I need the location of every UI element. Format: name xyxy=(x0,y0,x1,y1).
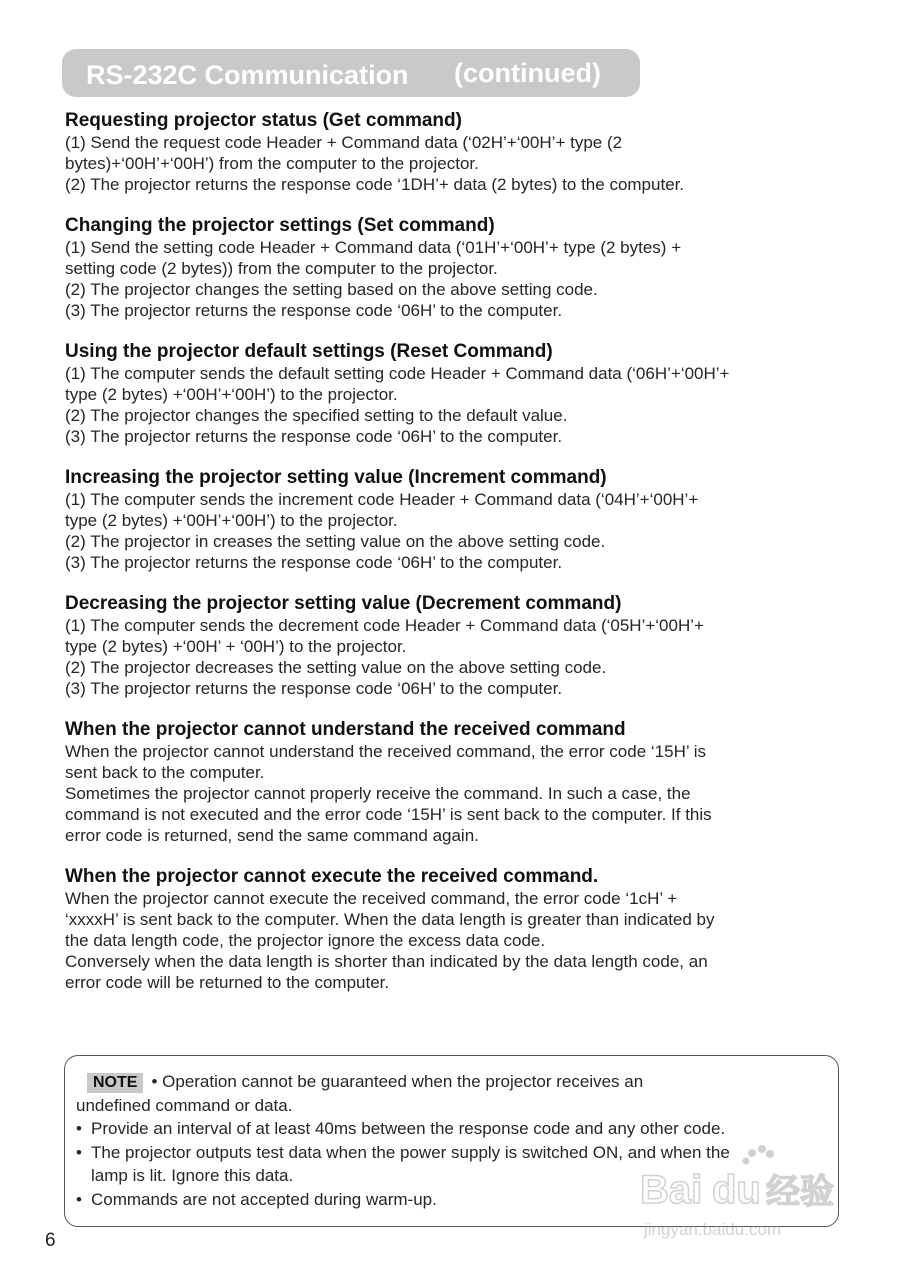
section-line: type (2 bytes) +‘00H’+‘00H’) to the projector. xyxy=(65,385,398,404)
section-line: (2) The projector in creases the setting value on the above setting code. xyxy=(65,532,606,551)
section-reset-command xyxy=(65,341,835,447)
note-first-item xyxy=(76,1070,831,1094)
section-line: (2) The projector changes the setting based on the above setting code. xyxy=(65,280,598,299)
section-line: Conversely when the data length is shorter than indicated by the data length code, an xyxy=(65,952,708,971)
note-text: The projector outputs test data when the power supply is switched ON, and when the xyxy=(91,1142,730,1162)
section-line: (2) The projector returns the response code ‘1DH’+ data (2 bytes) to the computer. xyxy=(65,175,685,194)
watermark-url: jingyan.baidu.com xyxy=(644,1220,782,1239)
note-text: Operation cannot be guaranteed when the projector receives an xyxy=(162,1072,644,1091)
section-line: type (2 bytes) +‘00H’+‘00H’) to the projector. xyxy=(65,511,398,530)
section-line: sent back to the computer. xyxy=(65,763,265,782)
section-heading: Requesting projector status (Get command) xyxy=(65,110,462,131)
page-number: 6 xyxy=(45,1230,56,1251)
note-item xyxy=(76,1117,831,1141)
section-line: (1) The computer sends the increment code Header + Command data (‘04H’+‘00H’+ xyxy=(65,490,699,509)
section-increment-command xyxy=(65,467,835,573)
page-title-banner xyxy=(62,49,640,97)
baidu-watermark-icon xyxy=(640,1145,840,1245)
note-label: NOTE xyxy=(87,1073,143,1093)
bullet-icon: • xyxy=(151,1072,158,1091)
bullet-icon: • xyxy=(76,1189,82,1209)
page-title-suffix: (continued) xyxy=(454,58,601,88)
section-line: error code is returned, send the same command again. xyxy=(65,826,479,845)
section-heading: Using the projector default settings (Reset Command) xyxy=(65,341,553,362)
section-line: (2) The projector changes the specified setting to the default value. xyxy=(65,406,568,425)
note-text: Provide an interval of at least 40ms between the response code and any other code. xyxy=(91,1119,726,1138)
section-heading: When the projector cannot execute the received command. xyxy=(65,866,599,887)
section-line: ‘xxxxH’ is sent back to the computer. When the data length is greater than indicated by xyxy=(65,910,715,929)
svg-text:du: du xyxy=(712,1168,761,1212)
section-decrement-command xyxy=(65,593,835,699)
svg-text:经验: 经验 xyxy=(766,1172,834,1212)
section-line: (1) The computer sends the decrement code Header + Command data (‘05H’+‘00H’+ xyxy=(65,616,704,635)
svg-text:Bai: Bai xyxy=(640,1168,703,1212)
section-set-command xyxy=(65,215,835,321)
section-line: When the projector cannot execute the received command, the error code ‘1cH’ + xyxy=(65,889,678,908)
note-text: Commands are not accepted during warm-up. xyxy=(91,1189,437,1209)
section-heading: When the projector cannot understand the received command xyxy=(65,719,626,740)
page-title: RS-232C Communication xyxy=(86,60,409,90)
section-get-command xyxy=(65,110,835,195)
main-content xyxy=(65,110,835,1013)
section-line: error code will be returned to the computer. xyxy=(65,973,390,992)
section-cannot-execute xyxy=(65,866,835,993)
section-line: (2) The projector decreases the setting value on the above setting code. xyxy=(65,658,607,677)
section-line: (3) The projector returns the response code ‘06H’ to the computer. xyxy=(65,553,563,572)
bullet-icon: • xyxy=(76,1119,82,1138)
note-text: lamp is lit. Ignore this data. xyxy=(91,1166,294,1185)
section-heading: Increasing the projector setting value (Increment command) xyxy=(65,467,607,488)
section-line: When the projector cannot understand the received command, the error code ‘15H’ is xyxy=(65,742,706,761)
section-line: command is not executed and the error code ‘15H’ is sent back to the computer. If this xyxy=(65,805,712,824)
section-line: (1) Send the request code Header + Command data (‘02H’+‘00H’+ type (2 xyxy=(65,133,623,152)
section-heading: Decreasing the projector setting value (Decrement command) xyxy=(65,593,622,614)
note-item-text xyxy=(91,1141,730,1188)
section-line: bytes)+‘00H’+‘00H’) from the computer to the projector. xyxy=(65,154,479,173)
note-text: undefined command or data. xyxy=(76,1095,293,1115)
section-line: the data length code, the projector ignore the excess data code. xyxy=(65,931,546,950)
section-line: (1) Send the setting code Header + Command data (‘01H’+‘00H’+ type (2 bytes) + xyxy=(65,238,682,257)
bullet-icon: • xyxy=(76,1142,82,1162)
section-line: type (2 bytes) +‘00H’ + ‘00H’) to the projector. xyxy=(65,637,407,656)
section-line: (3) The projector returns the response code ‘06H’ to the computer. xyxy=(65,679,563,698)
section-cannot-understand xyxy=(65,719,835,846)
section-heading: Changing the projector settings (Set command) xyxy=(65,215,495,236)
section-line: (1) The computer sends the default setting code Header + Command data (‘06H’+‘00H’+ xyxy=(65,364,730,383)
section-line: (3) The projector returns the response code ‘06H’ to the computer. xyxy=(65,427,563,446)
section-line: (3) The projector returns the response code ‘06H’ to the computer. xyxy=(65,301,563,320)
section-line: Sometimes the projector cannot properly receive the command. In such a case, the xyxy=(65,784,691,803)
section-line: setting code (2 bytes)) from the computer to the projector. xyxy=(65,259,498,278)
